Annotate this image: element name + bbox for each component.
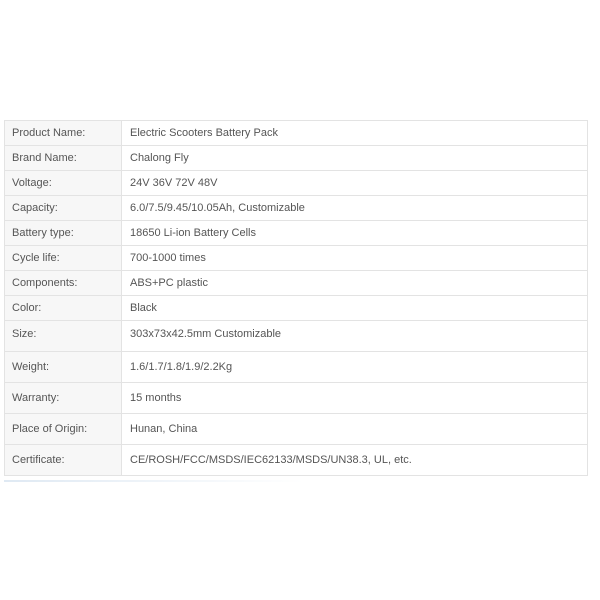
row-value: 15 months: [122, 383, 588, 414]
row-value: Hunan, China: [122, 414, 588, 445]
row-label: Weight:: [5, 352, 122, 383]
table-row-capacity: [5, 196, 588, 221]
row-value: Black: [122, 296, 588, 321]
table-row-color: [5, 296, 588, 321]
row-value: CE/ROSH/FCC/MSDS/IEC62133/MSDS/UN38.3, UL, etc.: [122, 445, 588, 476]
row-label: Certificate:: [5, 445, 122, 476]
row-value: Electric Scooters Battery Pack: [122, 121, 588, 146]
row-value: 700-1000 times: [122, 246, 588, 271]
row-label: Voltage:: [5, 171, 122, 196]
row-label: Brand Name:: [5, 146, 122, 171]
row-value: 303x73x42.5mm Customizable: [122, 321, 588, 352]
row-label: Capacity:: [5, 196, 122, 221]
table-row-brand-name: [5, 146, 588, 171]
table-row-size: [5, 321, 588, 352]
table-row-voltage: [5, 171, 588, 196]
row-value: ABS+PC plastic: [122, 271, 588, 296]
table-row-components: [5, 271, 588, 296]
table-row-certificate: [5, 445, 588, 476]
row-value: 1.6/1.7/1.8/1.9/2.2Kg: [122, 352, 588, 383]
product-spec-table: [4, 120, 588, 476]
row-label: Product Name:: [5, 121, 122, 146]
row-label: Battery type:: [5, 221, 122, 246]
row-value: Chalong Fly: [122, 146, 588, 171]
bottom-divider: [4, 480, 304, 482]
row-value: 18650 Li-ion Battery Cells: [122, 221, 588, 246]
row-label: Cycle life:: [5, 246, 122, 271]
row-value: 24V 36V 72V 48V: [122, 171, 588, 196]
table-row-place-of-origin: [5, 414, 588, 445]
row-label: Components:: [5, 271, 122, 296]
row-label: Place of Origin:: [5, 414, 122, 445]
row-label: Size:: [5, 321, 122, 352]
table-row-product-name: [5, 121, 588, 146]
row-value: 6.0/7.5/9.45/10.05Ah, Customizable: [122, 196, 588, 221]
table-row-warranty: [5, 383, 588, 414]
row-label: Warranty:: [5, 383, 122, 414]
row-label: Color:: [5, 296, 122, 321]
table-row-weight: [5, 352, 588, 383]
table-row-cycle-life: [5, 246, 588, 271]
table-row-battery-type: [5, 221, 588, 246]
